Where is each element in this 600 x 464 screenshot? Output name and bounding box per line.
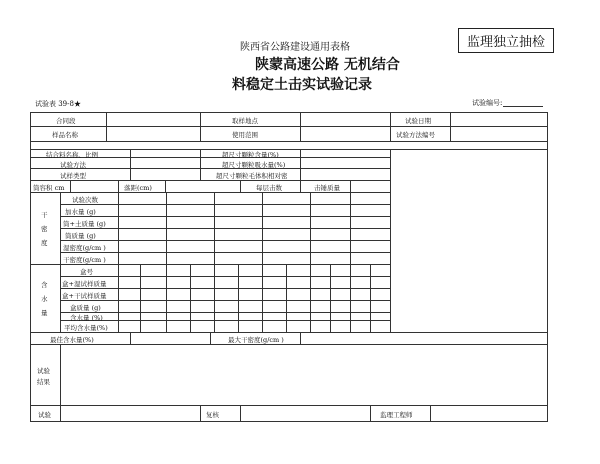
row-wet-density: 湿密度(g/cm ) [63, 244, 106, 252]
row-box-dry-sample: 盒+干试样质量 [62, 292, 107, 300]
title-line-1: 陕蒙高速公路 无机结合 [255, 57, 400, 73]
group-moisture-3: 量 [41, 309, 48, 317]
group-dry-density-1: 干 [41, 211, 48, 219]
row-dry-density: 干密度(g/cm ) [63, 256, 106, 264]
label-use-range: 使用范围 [232, 131, 258, 139]
label-sampling-site: 取样地点 [232, 117, 258, 125]
label-tester: 试验 [38, 411, 51, 419]
label-max-dry-density: 最大干密度(g/cm ) [228, 336, 284, 344]
form-number: 试验表 39-8★ [35, 100, 81, 108]
row-test-count: 试验次数 [72, 196, 98, 204]
test-number-label: 试验编号: [472, 99, 503, 107]
label-reviewer: 复核 [206, 411, 219, 419]
row-box-mass: 盒质量 (g) [70, 304, 101, 312]
label-oversize-density: 超尺寸颗粒毛体积相对密 [216, 172, 288, 180]
label-supervisor: 监理工程师 [380, 411, 413, 419]
org-header: 陕西省公路建设通用表格 [240, 42, 350, 53]
row-avg-moisture: 平均含水量(%) [64, 324, 108, 332]
label-contract: 合同段 [56, 117, 76, 125]
label-test-date: 试验日期 [405, 117, 431, 125]
group-moisture-1: 含 [41, 281, 48, 289]
label-method-no: 试验方法编号 [396, 131, 435, 139]
label-drop-height: 落距(cm) [124, 184, 152, 192]
row-box-wet-sample: 盒+湿试样质量 [62, 280, 107, 288]
row-cylinder-mass: 筒质量 (g) [65, 232, 96, 240]
label-sample-name: 样品名称 [52, 131, 78, 139]
group-moisture-2: 水 [41, 295, 48, 303]
label-test-method: 试验方法 [60, 161, 86, 169]
label-cylinder-volume: 筒容积 cm [33, 184, 65, 192]
label-conclusion: 试验 结果 [37, 367, 50, 386]
row-water-added: 加水量 (g) [65, 208, 96, 216]
row-moisture-content: 含水量 (%) [70, 314, 103, 322]
group-dry-density-3: 度 [41, 239, 48, 247]
test-number-line [503, 106, 543, 107]
label-test-type: 试样类型 [60, 172, 86, 180]
label-binder-ratio: 结合料名称、比例 [46, 151, 98, 159]
label-oversize-water: 超尺寸颗粒吸水量(%) [222, 161, 286, 169]
label-hammer-mass: 击锤质量 [314, 184, 340, 192]
title-line-2: 料稳定土击实试验记录 [232, 77, 372, 93]
supervision-badge: 监理独立抽检 [458, 28, 554, 53]
label-blows-per-layer: 每层击数 [256, 184, 282, 192]
row-cylinder-soil-mass: 筒+土质量 (g) [63, 220, 106, 228]
row-box-no: 盒号 [80, 268, 93, 276]
group-dry-density-2: 密 [41, 225, 48, 233]
label-optimum-moisture: 最佳含水量(%) [50, 336, 94, 344]
label-oversize-content: 超尺寸颗粒含量(%) [222, 151, 279, 159]
